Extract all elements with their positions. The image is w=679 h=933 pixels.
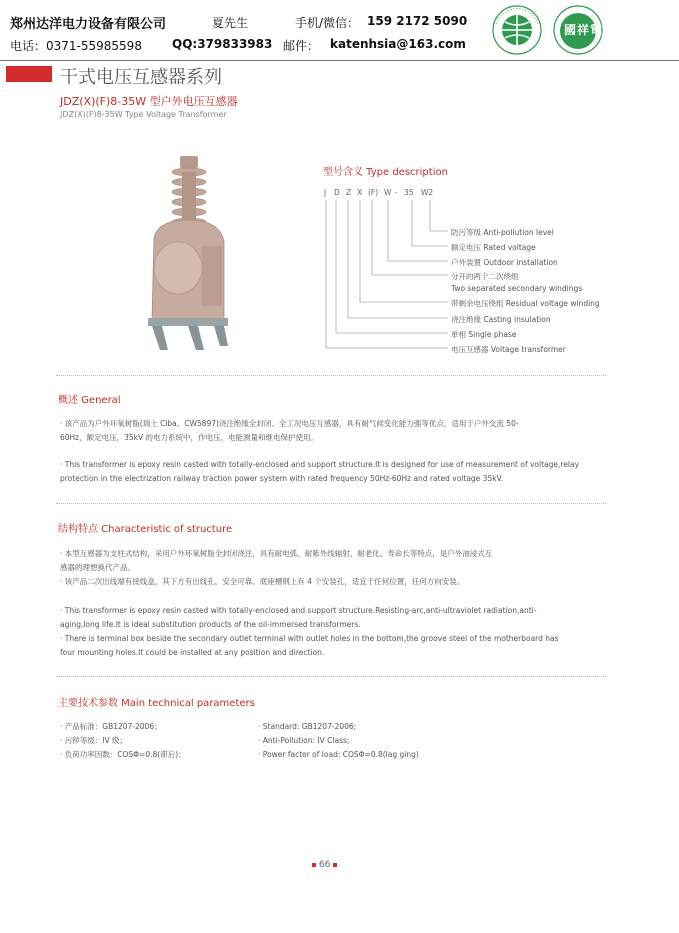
text-line: · Anti-Pollution: IV Class; <box>258 736 350 745</box>
type-item: 防污等级 Anti-pollution level <box>451 228 554 237</box>
divider <box>56 503 606 504</box>
type-item: 额定电压 Rated voltage <box>451 243 536 252</box>
page-marker-right <box>333 863 337 867</box>
general-cn <box>60 417 519 445</box>
text-line: · 本型互感器为支柱式结构，采用户外环氧树脂全封闭浇注，具有耐电弧、耐紫外线辐射、耐老化、寿命长等特点，是户外油浸式互 <box>60 549 493 558</box>
contact-person: 夏先生 <box>212 16 249 30</box>
divider <box>56 676 606 677</box>
type-description-heading: 型号含义 Type description <box>323 167 448 178</box>
text-line: protection in the electrization railway traction power system with rated frequency 50Hz-60Hz and rated voltage 35kV. <box>60 474 504 483</box>
type-item: 分开的两个二次绕组 <box>451 272 519 281</box>
type-code-bracket-lines <box>320 198 450 353</box>
code-char: Z <box>346 188 352 197</box>
text-line: · 产品标准：GB1207-2006； <box>60 722 162 731</box>
type-item: 浇注绝缘 Casting insulation <box>451 315 551 324</box>
code-char: J <box>324 188 327 197</box>
code-char: X <box>357 188 363 197</box>
page-number-block <box>312 860 337 870</box>
product-subtitle: JDZ(X)(F)8-35W 型户外电压互感器 <box>60 95 238 108</box>
structure-heading: 结构特点 Characteristic of structure <box>58 524 233 535</box>
mobile-number: 159 2172 5090 <box>367 14 468 28</box>
text-line: · Power factor of load: COSΦ=0.8(lag ging) <box>258 750 419 759</box>
structure-cn <box>60 547 492 589</box>
email: katenhsia@163.com <box>330 37 466 51</box>
text-line: · Standard: GB1207-2006; <box>258 722 357 731</box>
text-line: · This transformer is epoxy resin casted with totally-enclosed and support structure.Resisting-arc,anti-ultraviolet radiation,anti- <box>60 606 537 615</box>
general-heading: 概述 General <box>58 395 121 406</box>
type-item: 户外装置 Outdoor installation <box>451 258 558 267</box>
type-item: 单相 Single phase <box>451 330 517 339</box>
contact-header <box>0 0 679 61</box>
text-line: 60Hz，额定电压，35kV 的电力系统中，作电压、电能测量和继电保护使用。 <box>60 433 319 442</box>
text-line: 感器的理想换代产品。 <box>60 563 135 572</box>
code-char: W <box>384 188 392 197</box>
text-line: · This transformer is epoxy resin casted with totally-enclosed and support structure.It is designed for use of measurement of voltage,relay <box>60 460 580 469</box>
code-char: (F) <box>368 188 379 197</box>
technical-cn <box>60 720 186 762</box>
text-line: · 污秽等级：IV 级； <box>60 736 127 745</box>
mobile-label: 手机/微信： <box>295 16 360 30</box>
text-line: four mounting holes.It could be installed at any position and direction. <box>60 648 325 657</box>
type-item: 带剩余电压绕组 Residual voltage winding <box>451 299 600 308</box>
product-subtitle-en: JDZ(X)(F)8-35W Type Voltage Transformer <box>60 110 227 119</box>
page-marker-left <box>312 863 316 867</box>
type-item: Two separated secondary windings <box>451 284 583 293</box>
transformer-product-image <box>138 150 238 360</box>
general-en <box>60 458 579 486</box>
code-char: D <box>334 188 340 197</box>
text-line: · 该产品为户外环氧树脂(瑞士 Ciba、CW5897)浇注绝缘全封闭、全工况电压互感器，具有耐气候变化能力强等优点，适用于户外交流 50- <box>60 419 519 428</box>
company-name: 郑州达洋电力设备有限公司 <box>10 17 167 32</box>
type-item: 电压互感器 Voltage transformer <box>451 345 566 354</box>
title-accent-bar <box>6 66 52 82</box>
qq: QQ:379833983 <box>172 37 273 51</box>
seal-text: 國祥電氣 <box>564 23 617 37</box>
phone: 电话：0371-55985598 <box>10 39 142 53</box>
divider <box>56 375 606 376</box>
text-line: aging,long life.It is ideal substitution products of the oil-immersed transformers. <box>60 620 361 629</box>
text-line: · 负荷功率因数：COSΦ=0.8(滞后)； <box>60 750 186 759</box>
state-grid-logo <box>490 4 544 56</box>
code-char: - <box>395 188 398 197</box>
page-title: 干式电压互感器系列 <box>60 67 222 88</box>
email-label: 邮件： <box>283 39 320 53</box>
page-number: 66 <box>318 860 331 870</box>
text-line: · 该产品二次出线端有接线盒，其下方有出线孔，安全可靠。底座槽钢上有 4 个安装孔，适宜于任何位置，任何方向安装。 <box>60 577 465 586</box>
text-line: · There is terminal box beside the secondary outlet terminal with outlet holes in the bottom,the groove steel of the motherboard has <box>60 634 559 643</box>
technical-en <box>258 720 419 762</box>
code-char: 35 <box>404 188 414 197</box>
structure-en <box>60 604 559 660</box>
code-char: W2 <box>421 188 434 197</box>
technical-heading: 主要技术参数 Main technical parameters <box>58 698 255 709</box>
